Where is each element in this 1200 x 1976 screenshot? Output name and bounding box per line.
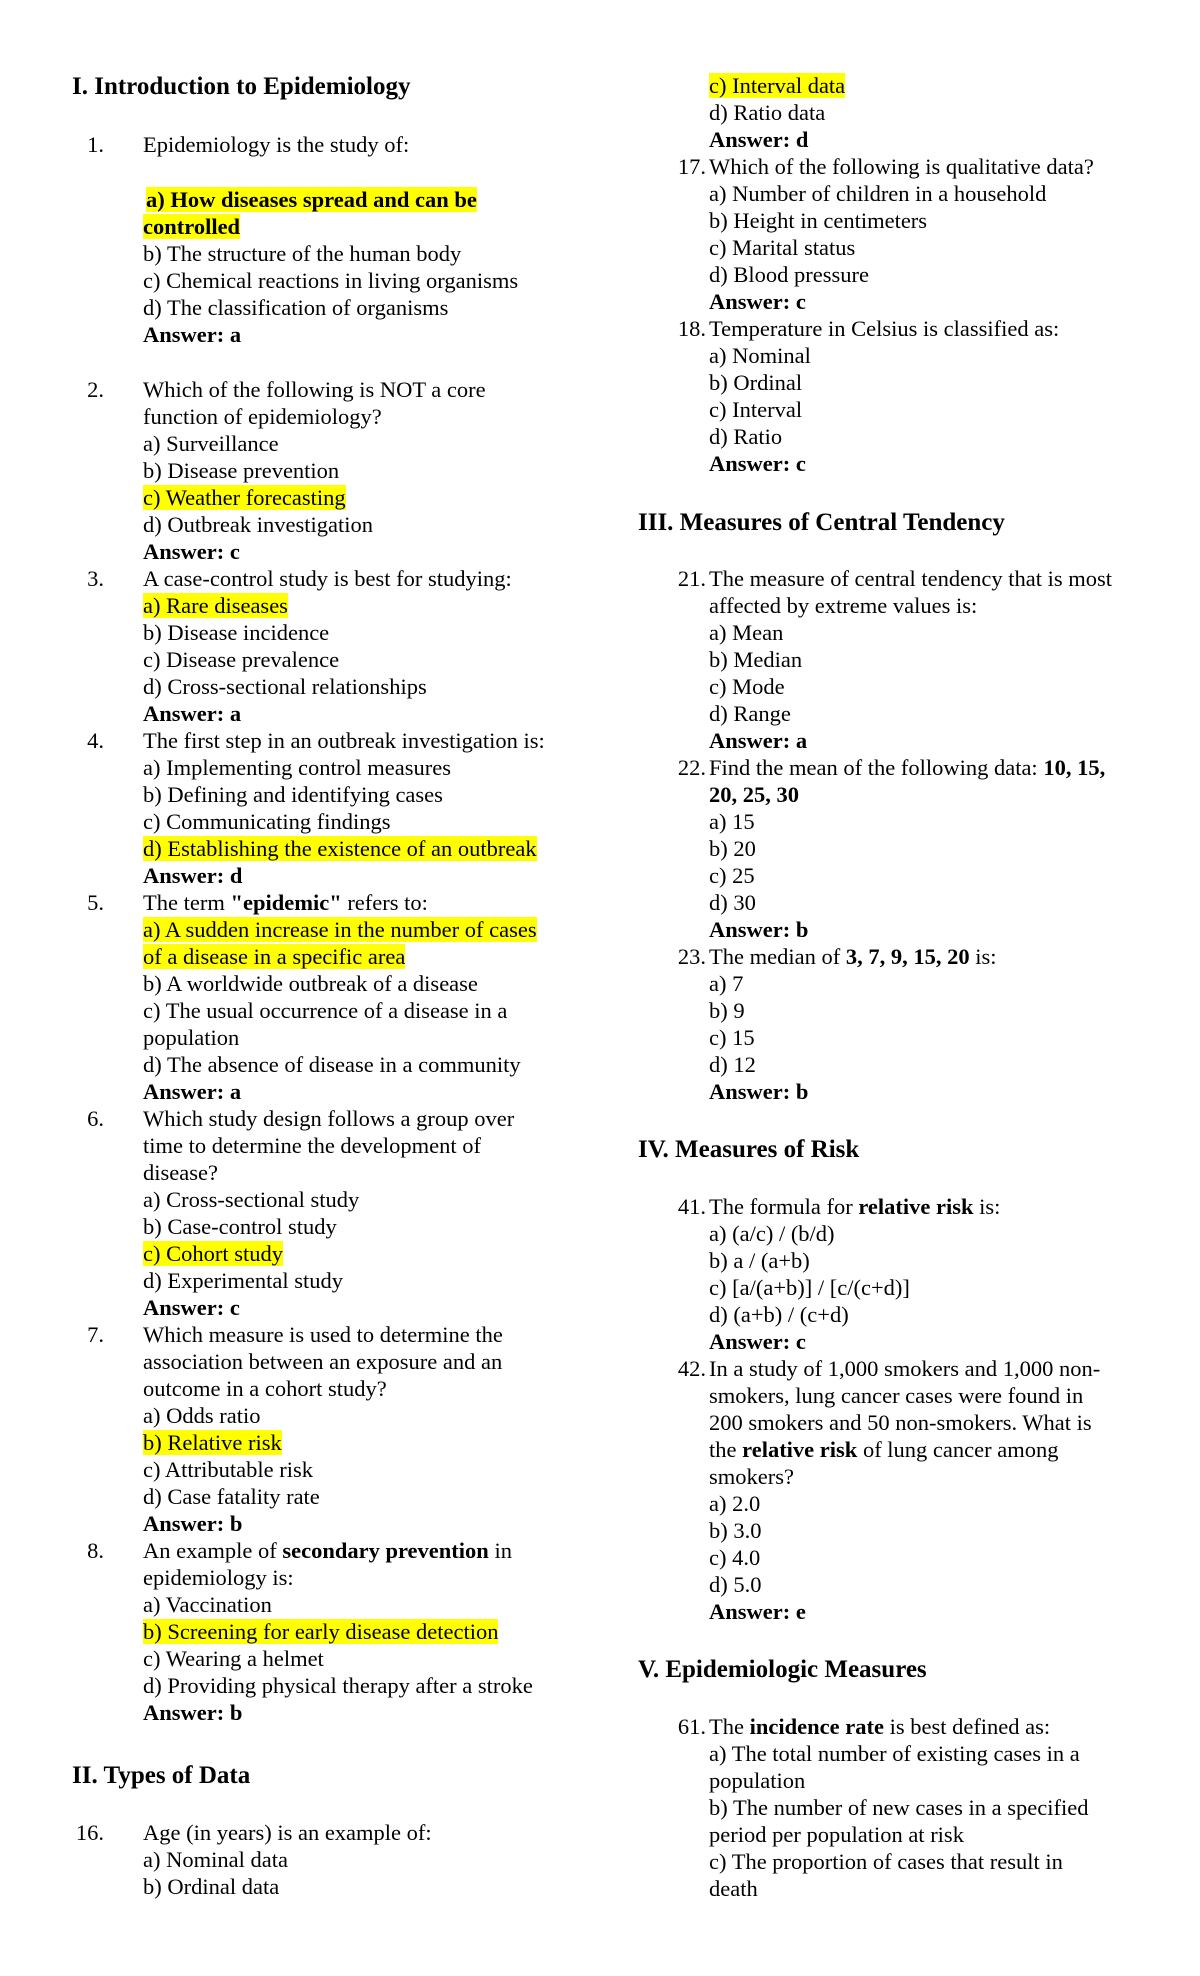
answer: Answer: b: [709, 917, 809, 942]
section-heading-measures-of-risk: IV. Measures of Risk: [638, 1136, 860, 1163]
question-stem-cont: outcome in a cohort study?: [143, 1376, 387, 1401]
question-number: 41.: [677, 1194, 706, 1219]
question-number: 7.: [87, 1322, 104, 1347]
option-a-correct: a) How diseases spread and can be: [146, 187, 477, 212]
answer: Answer: e: [709, 1599, 806, 1624]
question-number: 18.: [677, 316, 706, 341]
option-c-cont: death: [709, 1876, 758, 1901]
option-b: b) Height in centimeters: [709, 208, 928, 233]
question-number: 2.: [87, 377, 104, 402]
question-stem-cont: affected by extreme values is:: [709, 593, 978, 618]
option-a: a) (a/c) / (b/d): [709, 1221, 835, 1246]
section-heading-epidemiologic-measures: V. Epidemiologic Measures: [638, 1656, 927, 1683]
question-stem: Age (in years) is an example of:: [143, 1820, 432, 1845]
option-b: b) Case-control study: [143, 1214, 337, 1239]
option-d: d) Ratio: [709, 424, 783, 449]
option-d: d) Case fatality rate: [143, 1484, 320, 1509]
option-c: c) Attributable risk: [143, 1457, 313, 1482]
option-a: a) Surveillance: [143, 431, 279, 456]
option-c-cont: population: [143, 1025, 240, 1050]
question-stem: The first step in an outbreak investigation is:: [143, 728, 545, 753]
question-number: 8.: [87, 1538, 104, 1563]
answer: Answer: b: [143, 1511, 243, 1536]
option-d: d) Ratio data: [709, 100, 826, 125]
option-b: b) Ordinal data: [143, 1874, 280, 1899]
option-c: c) Chemical reactions in living organisms: [143, 268, 519, 293]
question-number: 16.: [75, 1820, 104, 1845]
option-a: a) Number of children in a household: [709, 181, 1047, 206]
option-c: c) The proportion of cases that result in: [709, 1849, 1063, 1874]
option-c: c) [a/(a+b)] / [c/(c+d)]: [709, 1275, 910, 1300]
question-stem: Which measure is used to determine the: [143, 1322, 503, 1347]
data-values-cont: 20, 25, 30: [709, 782, 799, 807]
option-b: b) The number of new cases in a specified: [709, 1795, 1089, 1820]
option-a: a) Vaccination: [143, 1592, 272, 1617]
option-b-correct: b) Relative risk: [143, 1430, 282, 1455]
option-b: b) The structure of the human body: [143, 241, 462, 266]
option-b: b) Defining and identifying cases: [143, 782, 443, 807]
answer: Answer: a: [143, 322, 242, 347]
question-stem: The median of 3, 7, 9, 15, 20 is:: [709, 944, 997, 969]
option-c: c) Wearing a helmet: [143, 1646, 324, 1671]
option-b: b) a / (a+b): [709, 1248, 810, 1273]
answer: Answer: b: [143, 1700, 243, 1725]
option-b: b) Median: [709, 647, 803, 672]
option-a: a) Cross-sectional study: [143, 1187, 360, 1212]
question-number: 21.: [677, 566, 706, 591]
option-d: d) Blood pressure: [709, 262, 869, 287]
question-number: 61.: [677, 1714, 706, 1739]
option-d: d) Outbreak investigation: [143, 512, 373, 537]
option-b: b) 3.0: [709, 1518, 762, 1543]
question-stem: An example of secondary prevention in: [143, 1538, 512, 1563]
answer: Answer: a: [143, 1079, 242, 1104]
question-stem: The measure of central tendency that is most: [709, 566, 1112, 591]
option-d: d) Providing physical therapy after a stroke: [143, 1673, 533, 1698]
option-a: a) 2.0: [709, 1491, 761, 1516]
question-stem-cont: time to determine the development of: [143, 1133, 482, 1158]
option-a-cont: population: [709, 1768, 806, 1793]
option-c: c) Communicating findings: [143, 809, 391, 834]
option-d: d) Experimental study: [143, 1268, 343, 1293]
option-a: a) 7: [709, 971, 744, 996]
option-a: a) Odds ratio: [143, 1403, 261, 1428]
option-d: d) 5.0: [709, 1572, 762, 1597]
question-stem: Which of the following is qualitative data?: [709, 154, 1094, 179]
option-b-correct: b) Screening for early disease detection: [143, 1619, 499, 1644]
question-number: 6.: [87, 1106, 104, 1131]
option-b: b) 9: [709, 998, 745, 1023]
answer: Answer: a: [709, 728, 808, 753]
option-b: b) Disease incidence: [143, 620, 330, 645]
option-a: a) Mean: [709, 620, 784, 645]
option-a: a) Nominal: [709, 343, 811, 368]
option-d: d) (a+b) / (c+d): [709, 1302, 849, 1327]
question-stem: The incidence rate is best defined as:: [709, 1714, 1051, 1739]
option-c: c) Disease prevalence: [143, 647, 340, 672]
question-stem: The formula for relative risk is:: [709, 1194, 1001, 1219]
option-b: b) A worldwide outbreak of a disease: [143, 971, 478, 996]
answer: Answer: c: [709, 451, 806, 476]
question-number: 17.: [677, 154, 706, 179]
question-number: 4.: [87, 728, 104, 753]
question-stem-cont: function of epidemiology?: [143, 404, 382, 429]
option-a-correct: a) Rare diseases: [143, 593, 288, 618]
question-stem-cont: association between an exposure and an: [143, 1349, 503, 1374]
data-values: 3, 7, 9, 15, 20: [845, 944, 970, 969]
option-a-correct-cont: controlled: [143, 214, 241, 239]
section-heading-types-of-data: II. Types of Data: [72, 1762, 251, 1789]
question-stem-cont: the relative risk of lung cancer among: [709, 1437, 1059, 1462]
term-relative-risk: relative risk: [858, 1194, 974, 1219]
section-heading-introduction: I. Introduction to Epidemiology: [72, 73, 411, 100]
option-b: b) 20: [709, 836, 756, 861]
question-stem: Which study design follows a group over: [143, 1106, 515, 1131]
answer: Answer: d: [143, 863, 243, 888]
option-d: d) The absence of disease in a community: [143, 1052, 521, 1077]
option-c-correct: c) Weather forecasting: [143, 485, 346, 510]
option-c: c) 25: [709, 863, 755, 888]
question-stem: Epidemiology is the study of:: [143, 132, 410, 157]
answer: Answer: c: [143, 539, 240, 564]
answer: Answer: c: [143, 1295, 240, 1320]
question-number: 42.: [677, 1356, 706, 1381]
question-number: 1.: [87, 132, 104, 157]
option-a: a) Implementing control measures: [143, 755, 452, 780]
term-epidemic: "epidemic": [230, 890, 342, 915]
question-stem: Which of the following is NOT a core: [143, 377, 486, 402]
question-number: 23.: [677, 944, 706, 969]
option-b: b) Ordinal: [709, 370, 803, 395]
option-d-correct: d) Establishing the existence of an outbreak: [143, 836, 537, 861]
option-c: c) The usual occurrence of a disease in a: [143, 998, 508, 1023]
option-c-highlighted: c) Interval data: [709, 73, 846, 98]
option-c: c) Mode: [709, 674, 785, 699]
question-stem-cont: smokers, lung cancer cases were found in: [709, 1383, 1084, 1408]
option-b-cont: period per population at risk: [709, 1822, 964, 1847]
option-c: c) 4.0: [709, 1545, 761, 1570]
answer: Answer: d: [709, 127, 809, 152]
option-c: c) 15: [709, 1025, 755, 1050]
data-values: 10, 15,: [1043, 755, 1106, 780]
option-a-correct-cont: of a disease in a specific area: [143, 944, 406, 969]
option-d: d) The classification of organisms: [143, 295, 449, 320]
answer: Answer: b: [709, 1079, 809, 1104]
question-stem: Temperature in Celsius is classified as:: [709, 316, 1060, 341]
term-secondary-prevention: secondary prevention: [282, 1538, 489, 1563]
option-c: c) Interval: [709, 397, 803, 422]
question-stem-cont: 200 smokers and 50 non-smokers. What is: [709, 1410, 1092, 1435]
option-d: d) Range: [709, 701, 791, 726]
option-d: d) Cross-sectional relationships: [143, 674, 427, 699]
answer: Answer: a: [143, 701, 242, 726]
option-c: c) Marital status: [709, 235, 856, 260]
term-incidence-rate: incidence rate: [749, 1714, 884, 1739]
option-a-correct: a) A sudden increase in the number of cases: [143, 917, 537, 942]
option-d: d) 12: [709, 1052, 756, 1077]
answer: Answer: c: [709, 289, 806, 314]
option-a: a) Nominal data: [143, 1847, 288, 1872]
question-stem-cont: disease?: [143, 1160, 218, 1185]
option-d: d) 30: [709, 890, 756, 915]
option-a: a) 15: [709, 809, 755, 834]
section-heading-central-tendency: III. Measures of Central Tendency: [638, 509, 1005, 536]
question-stem: In a study of 1,000 smokers and 1,000 non-: [709, 1356, 1101, 1381]
question-stem-cont: epidemiology is:: [143, 1565, 294, 1590]
term-relative-risk: relative risk: [742, 1437, 858, 1462]
question-stem: A case-control study is best for studying:: [143, 566, 512, 591]
option-a: a) The total number of existing cases in a: [709, 1741, 1080, 1766]
question-number: 22.: [677, 755, 706, 780]
question-stem: The term "epidemic" refers to:: [143, 890, 428, 915]
question-stem: Find the mean of the following data: 10, 15,: [709, 755, 1106, 780]
option-c-correct: c) Cohort study: [143, 1241, 283, 1266]
answer: Answer: c: [709, 1329, 806, 1354]
question-number: 5.: [87, 890, 104, 915]
question-number: 3.: [87, 566, 104, 591]
option-b: b) Disease prevention: [143, 458, 340, 483]
question-stem-cont: smokers?: [709, 1464, 794, 1489]
